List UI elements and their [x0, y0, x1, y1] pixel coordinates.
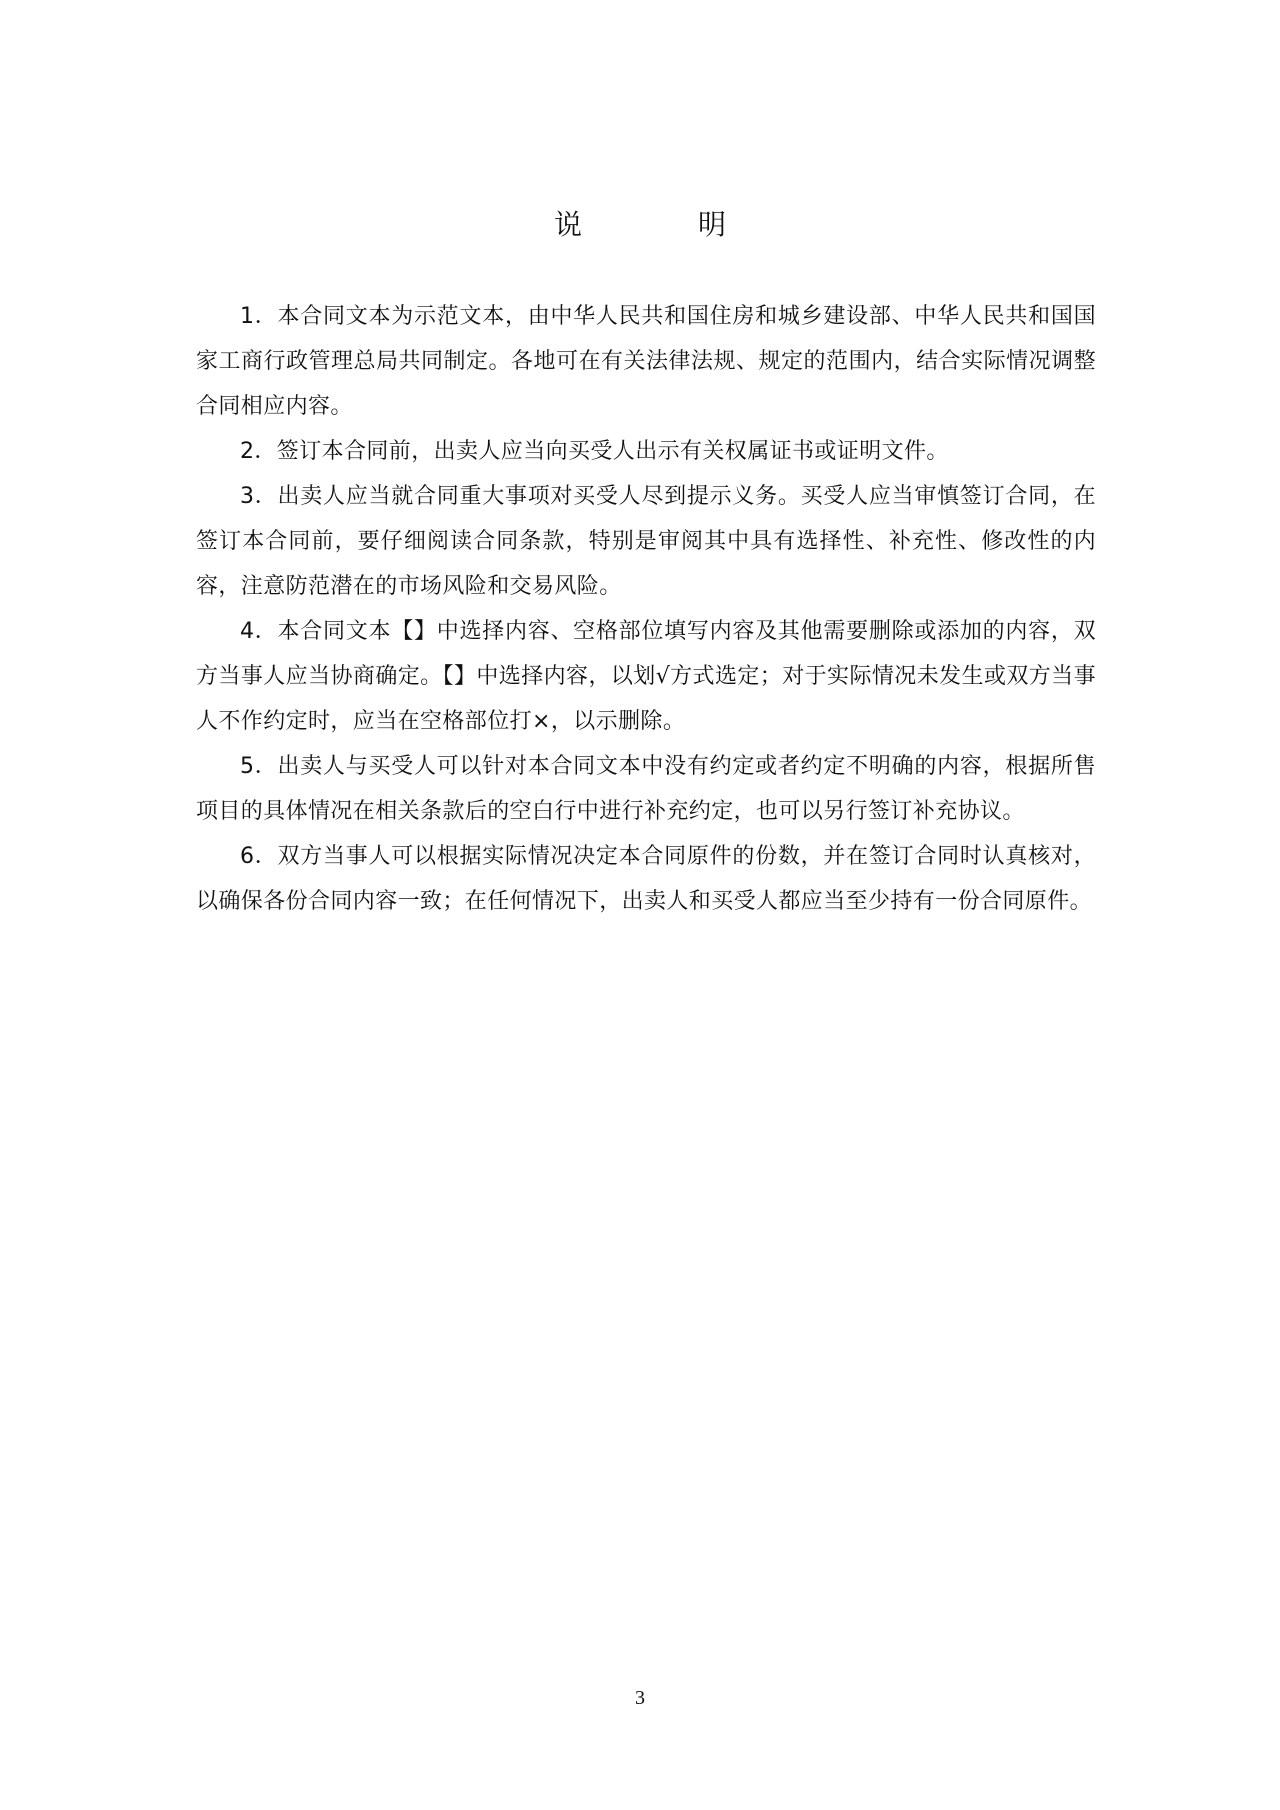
paragraph-5: 5．出卖人与买受人可以针对本合同文本中没有约定或者约定不明确的内容，根据所售项目的具体情况在相关条款后的空白行中进行补充约定，也可以另行签订补充协议。 [196, 754, 1096, 824]
paragraph-6: 6．双方当事人可以根据实际情况决定本合同原件的份数，并在签订合同时认真核对，以确保各份合同内容一致；在任何情况下，出卖人和买受人都应当至少持有一份合同原件。 [196, 844, 1096, 914]
paragraph-1: 1．本合同文本为示范文本，由中华人民共和国住房和城乡建设部、中华人民共和国国家工商行政管理总局共同制定。各地可在有关法律法规、规定的范围内，结合实际情况调整合同相应内容。 [196, 304, 1096, 419]
paragraph-2: 2．签订本合同前，出卖人应当向买受人出示有关权属证书或证明文件。 [240, 439, 949, 464]
page-title: 说 明 [553, 208, 770, 241]
paragraph-3: 3．出卖人应当就合同重大事项对买受人尽到提示义务。买受人应当审慎签订合同，在签订本合同前，要仔细阅读合同条款，特别是审阅其中具有选择性、补充性、修改性的内容，注意防范潜在的市场风险和交易风险。 [196, 484, 1096, 599]
page-number: 3 [635, 1687, 645, 1709]
paragraph-4: 4．本合同文本【】中选择内容、空格部位填写内容及其他需要删除或添加的内容，双方当事人应当协商确定。【】中选择内容，以划√方式选定；对于实际情况未发生或双方当事人不作约定时，应当在空格部位打×，以示删除。 [196, 619, 1096, 734]
document-body [196, 294, 1096, 924]
